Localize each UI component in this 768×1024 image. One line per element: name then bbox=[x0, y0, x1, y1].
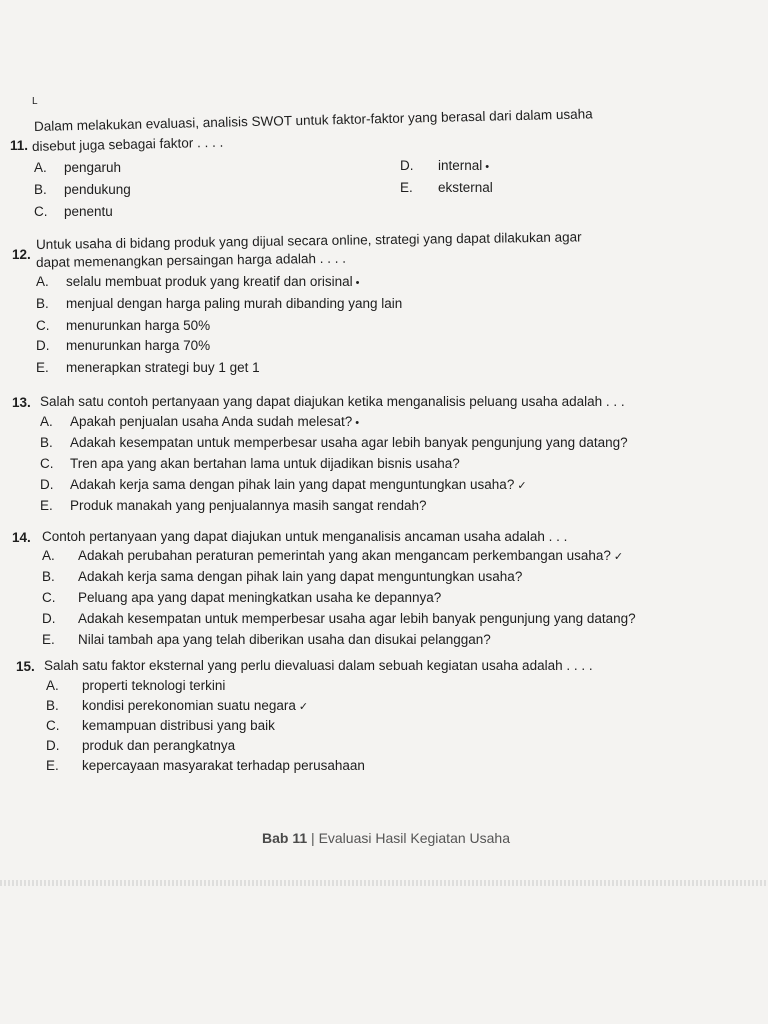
question-number: 12. bbox=[12, 247, 31, 262]
option-c[interactable]: C. Tren apa yang akan bertahan lama untuk dijadikan bisnis usaha? bbox=[40, 456, 460, 471]
page-footer bbox=[262, 830, 510, 846]
chapter-title: Evaluasi Hasil Kegiatan Usaha bbox=[318, 830, 511, 846]
option-c[interactable]: C. Peluang apa yang dapat meningkatkan usaha ke depannya? bbox=[42, 590, 442, 605]
chapter-number: Bab 11 bbox=[262, 830, 308, 846]
option-d[interactable]: D. produk dan perangkatnya bbox=[46, 738, 236, 753]
question-stem-line: Untuk usaha di bidang produk yang dijual secara online, strategi yang dapat dilakukan agar bbox=[35, 229, 582, 252]
question-stem-line: Contoh pertanyaan yang dapat diajukan untuk menganalisis ancaman usaha adalah . . . bbox=[42, 529, 568, 544]
option-a[interactable]: A. Apakah penjualan usaha Anda sudah melesat? • bbox=[40, 414, 360, 429]
question-number: 13. bbox=[12, 395, 31, 410]
answer-mark: • bbox=[355, 417, 360, 429]
answer-mark: ✓ bbox=[613, 551, 624, 563]
option-a[interactable]: A. properti teknologi terkini bbox=[46, 678, 226, 693]
option-b[interactable]: B. Adakah kerja sama dengan pihak lain yang dapat menguntungkan usaha? bbox=[42, 569, 523, 584]
option-d[interactable]: D. Adakah kerja sama dengan pihak lain yang dapat menguntungkan usaha? ✓ bbox=[40, 477, 527, 492]
option-d[interactable]: D. Adakah kesempatan untuk memperbesar usaha agar lebih banyak pengunjung yang datang? bbox=[42, 611, 636, 626]
answer-mark: • bbox=[485, 161, 490, 173]
option-c[interactable]: C. kemampuan distribusi yang baik bbox=[46, 718, 275, 733]
option-c[interactable]: C. menurunkan harga 50% bbox=[36, 318, 211, 333]
option-a[interactable]: A. selalu membuat produk yang kreatif dan orisinal • bbox=[36, 274, 360, 289]
option-b[interactable]: B. pendukung bbox=[34, 182, 131, 197]
answer-mark: ✓ bbox=[517, 480, 527, 492]
option-e[interactable]: E. Nilai tambah apa yang telah diberikan usaha dan disukai pelanggan? bbox=[42, 632, 491, 647]
bottom-scan-line bbox=[0, 880, 768, 886]
option-b[interactable]: B. Adakah kesempatan untuk memperbesar usaha agar lebih banyak pengunjung yang datang? bbox=[40, 435, 628, 450]
option-a[interactable]: A. Adakah perubahan peraturan pemerintah yang akan mengancam perkembangan usaha? ✓ bbox=[42, 548, 624, 563]
option-e[interactable]: E. eksternal bbox=[400, 180, 493, 195]
option-b[interactable]: B. kondisi perekonomian suatu negara ✓ bbox=[46, 698, 309, 713]
question-stem-line: Dalam melakukan evaluasi, analisis SWOT untuk faktor-faktor yang berasal dari dalam usaha bbox=[33, 106, 593, 134]
option-e[interactable]: E. kepercayaan masyarakat terhadap perusahaan bbox=[46, 758, 365, 773]
option-e[interactable]: E. menerapkan strategi buy 1 get 1 bbox=[36, 360, 260, 375]
question-stem-line: Salah satu contoh pertanyaan yang dapat diajukan ketika menganalisis peluang usaha adalah . . . bbox=[40, 394, 625, 409]
question-number: 11. bbox=[10, 138, 29, 153]
footer-separator: | bbox=[311, 830, 315, 846]
question-stem-line: disebut juga sebagai faktor . . . . bbox=[31, 134, 224, 154]
answer-mark: ✓ bbox=[298, 701, 309, 713]
option-c[interactable]: C. penentu bbox=[34, 204, 113, 219]
option-d[interactable]: D. menurunkan harga 70% bbox=[36, 338, 211, 353]
corner-mark: L bbox=[32, 96, 38, 107]
question-stem-line: dapat memenangkan persaingan harga adalah . . . . bbox=[35, 250, 347, 270]
question-number: 14. bbox=[12, 530, 31, 545]
option-e[interactable]: E. Produk manakah yang penjualannya masih sangat rendah? bbox=[40, 498, 427, 513]
question-number: 15. bbox=[16, 659, 35, 674]
question-stem-line: Salah satu faktor eksternal yang perlu dievaluasi dalam sebuah kegiatan usaha adalah . . . . bbox=[44, 658, 593, 673]
option-a[interactable]: A. pengaruh bbox=[34, 160, 122, 175]
option-b[interactable]: B. menjual dengan harga paling murah dibanding yang lain bbox=[36, 296, 403, 311]
option-d[interactable]: D. internal • bbox=[400, 158, 490, 173]
answer-mark: • bbox=[355, 277, 360, 289]
